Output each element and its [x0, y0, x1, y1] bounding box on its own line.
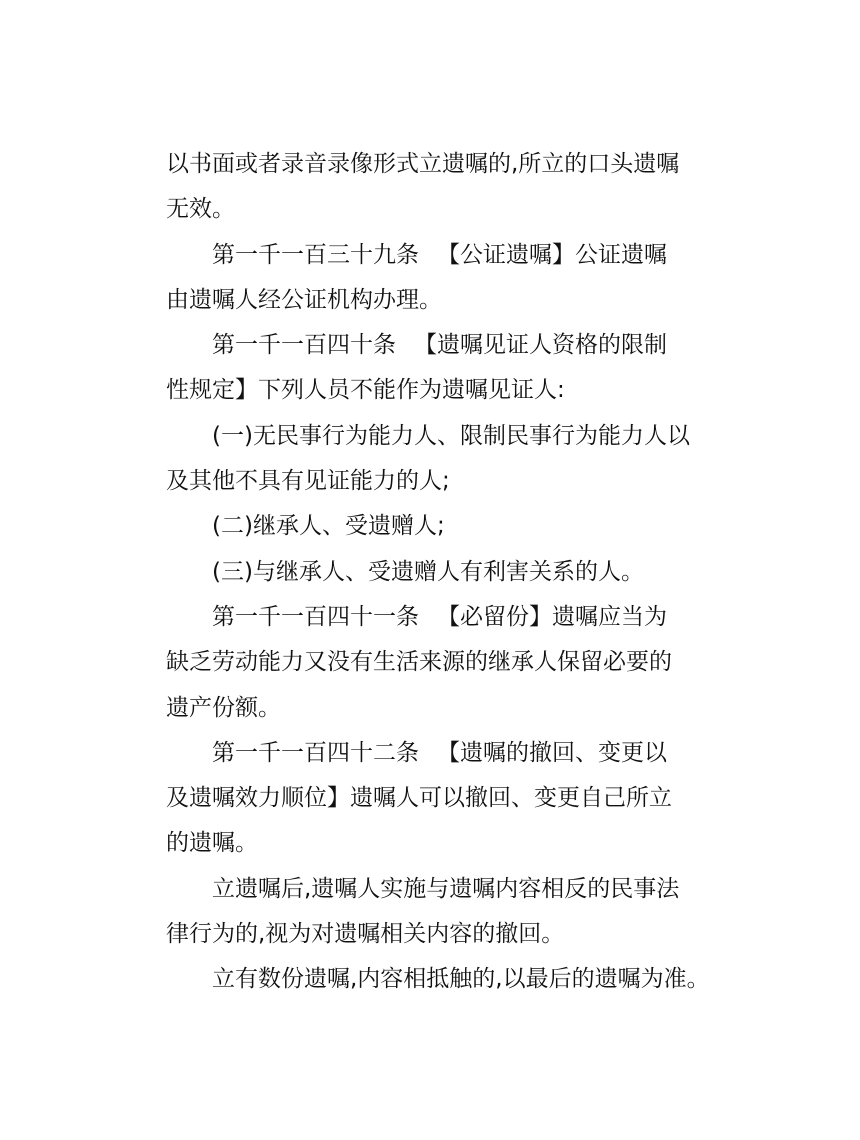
line-text: 立有数份遗嘱,内容相抵触的,以最后的遗嘱为准。: [212, 966, 710, 993]
line-text: 及其他不具有见证能力的人;: [166, 468, 450, 495]
article-1142-heading-line: [166, 731, 726, 776]
article-number: 第一千一百四十一条: [212, 603, 419, 630]
text-line: [166, 368, 726, 413]
line-text: 的遗嘱。: [166, 830, 258, 857]
text-line: [166, 278, 726, 323]
text-line: [166, 640, 726, 685]
text-line: [166, 912, 726, 957]
line-text: 遗产份额。: [166, 694, 281, 721]
line-text: 【公证遗嘱】公证遗嘱: [437, 241, 667, 268]
paragraph-start-line: [166, 957, 726, 1002]
line-text: 性规定】下列人员不能作为遗嘱见证人:: [166, 377, 565, 404]
text-line: [166, 821, 726, 866]
list-item-line: [166, 504, 726, 549]
line-text: 以书面或者录音录像形式立遗嘱的,所立的口头遗嘱: [166, 151, 680, 177]
line-text: 【遗嘱见证人资格的限制: [414, 332, 667, 359]
line-text: (二)继承人、受遗赠人;: [212, 513, 445, 540]
paragraph-start-line: [166, 867, 726, 912]
line-text: 及遗嘱效力顺位】遗嘱人可以撤回、变更自己所立: [166, 785, 672, 812]
article-1140-heading-line: [166, 323, 726, 368]
line-text: 无效。: [166, 196, 235, 223]
article-number: 第一千一百三十九条: [212, 241, 419, 268]
text-line: [166, 776, 726, 821]
line-text: 由遗嘱人经公证机构办理。: [166, 286, 442, 313]
line-text: 缺乏劳动能力又没有生活来源的继承人保留必要的: [166, 649, 672, 676]
list-item-line: [166, 414, 726, 459]
line-text: 【遗嘱的撤回、变更以: [437, 739, 667, 766]
document-body: [166, 142, 726, 1003]
line-text: (三)与继承人、受遗赠人有利害关系的人。: [212, 558, 644, 585]
list-item-line: [166, 550, 726, 595]
line-text: (一)无民事行为能力人、限制民事行为能力人以: [212, 422, 690, 449]
article-number: 第一千一百四十二条: [212, 739, 419, 766]
line-text: 立遗嘱后,遗嘱人实施与遗嘱内容相反的民事法: [212, 875, 680, 902]
article-number: 第一千一百四十条: [212, 332, 396, 359]
article-1141-heading-line: [166, 595, 726, 640]
text-line: [166, 142, 726, 187]
text-line: [166, 187, 726, 232]
line-text: 律行为的,视为对遗嘱相关内容的撤回。: [166, 921, 565, 948]
article-1139-heading-line: [166, 233, 726, 278]
line-text: 【必留份】遗嘱应当为: [437, 603, 667, 630]
text-line: [166, 686, 726, 731]
text-line: [166, 459, 726, 504]
